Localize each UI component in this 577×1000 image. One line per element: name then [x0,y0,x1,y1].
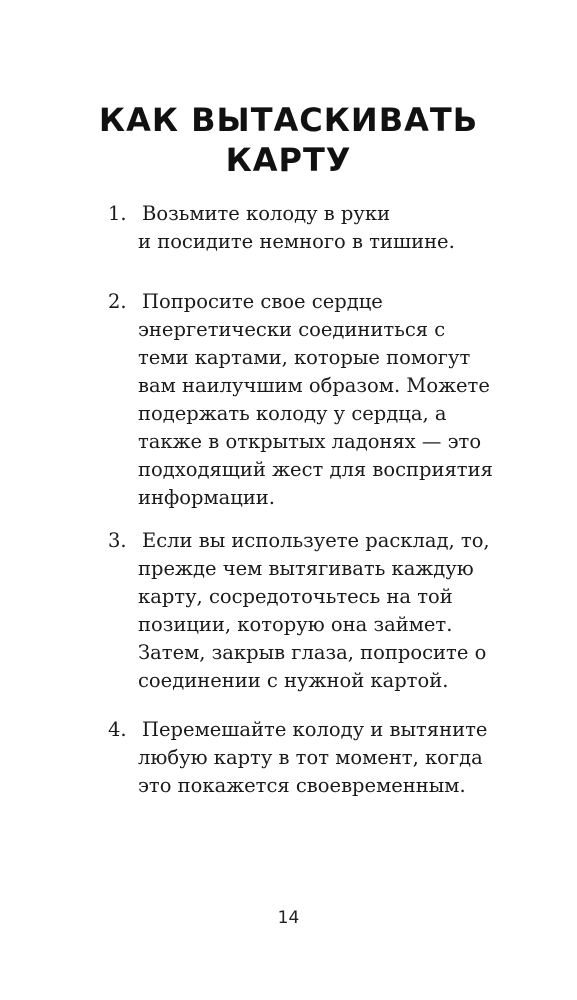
step-number: 2. [108,290,127,313]
step-text [138,288,528,512]
page-title [0,100,577,180]
step-line: Возьмите колоду в руки [142,202,391,225]
step-line: карту, сосредоточьтесь на той [138,585,453,608]
step-line: подходящий жест для восприятия [138,458,493,481]
step-text [138,527,528,695]
step-line: теми картами, которые помогут [138,346,471,369]
step-line: энергетически соединиться с [138,318,446,341]
step-line: Если вы используете расклад, то, [142,529,490,552]
step-text [138,716,528,800]
title-line-2: КАРТУ [225,141,352,179]
step-line: Затем, закрыв глаза, попросите о [138,641,487,664]
step-line: позиции, которую она займет. [138,613,453,636]
step-line: любую карту в тот момент, когда [138,746,483,769]
step-line: прежде чем вытягивать каждую [138,557,474,580]
step-line: соединении с нужной картой. [138,669,449,692]
step-text [138,200,528,256]
step-line: и посидите немного в тишине. [138,230,455,253]
step-number: 1. [108,202,127,225]
step-number: 3. [108,529,127,552]
step-line: это покажется своевременным. [138,774,466,797]
step-line: Попросите свое сердце [142,290,383,313]
step-line: вам наилучшим образом. Можете [138,374,490,397]
step-line: также в открытых ладонях — это [138,430,482,453]
step-line: информации. [138,486,276,509]
step-number: 4. [108,718,127,741]
step-line: Перемешайте колоду и вытяните [142,718,488,741]
title-line-1: КАК ВЫТАСКИВАТЬ [98,101,479,139]
page-number: 14 [277,908,300,928]
step-line: подержать колоду у сердца, а [138,402,447,425]
